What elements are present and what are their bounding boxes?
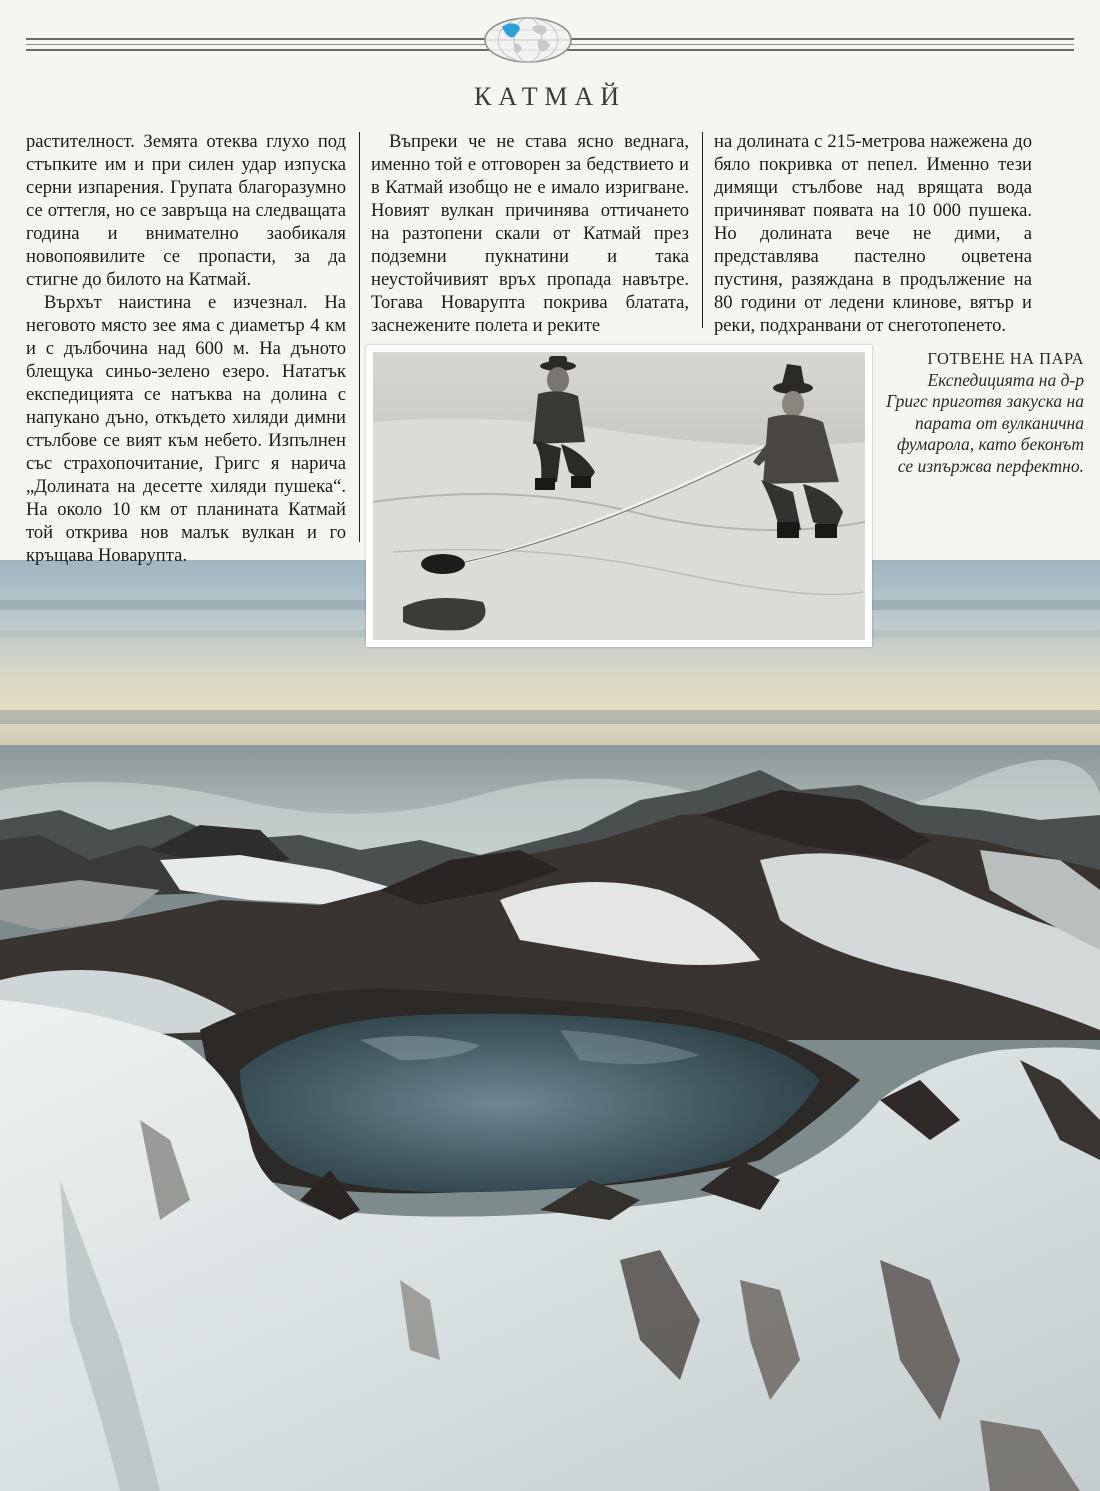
text-column-3 [714,130,1032,337]
paragraph: Въпреки че не става ясно веднага, именно той е отговорен за бедствието и в Катмай изобщо не е имало изригване. Новият вулкан причинява оттичането на разтопени скали от Катмай през подземни пукнатини и така неустойчивият връх пропада навътре. Тогава Новарупта покрива блатата, заснежените полета и реките [371,131,689,336]
text-column-1 [26,130,346,567]
paragraph: растителност. Земята отеква глухо под стъпките им и при силен удар изпуска серни изпарения. Групата благоразумно се оттегля, но се завръща на следващата година и внимателно заобикаля новопоявилите се пропасти, за да стигне до билото на Катмай. [26,131,346,290]
caption-title: ГОТВЕНЕ НА ПАРА [927,349,1084,368]
text-column-2 [371,130,689,337]
column-divider-1 [359,132,360,542]
photo-caption [884,348,1084,477]
column-divider-2 [702,132,703,328]
caption-body: Експедицията на д-р Григс приготвя закуска на парата от вулканична фумарола, като беконът се изпържва перфектно. [886,369,1084,476]
expedition-photo [366,345,872,647]
globe-icon [484,17,572,63]
paragraph: Върхът наистина е изчезнал. На неговото място зее яма с диаметър 4 км и с дълбочина над 600 м. На дъното блещука синьо-зелено езеро. Нататък експедицията се натъква на долина с напукано дъно, откъдето хиляди димни стълбове се вият към небето. Изпълнен със страхопочитание, Григс я нарича „Долината на десетте хиляди пушека“. На около 10 км от планината Катмай той открива нов малък вулкан и го кръщава Новарупта. [26,292,346,566]
crater-lake-photo [0,560,1100,1491]
running-head: КАТМАЙ [473,82,627,111]
paragraph: на долината с 215-метрова нажежена до бяло покривка от пепел. Именно тези димящи стълбове над врящата вода причиняват появата на 10 000 пушека. Но долината вече не дими, а представлява пастелно оцветена пустиня, разяждана в продължение на 80 години от ледени клинове, вятър и реки, подхранвани от снеготопенето. [714,131,1032,336]
